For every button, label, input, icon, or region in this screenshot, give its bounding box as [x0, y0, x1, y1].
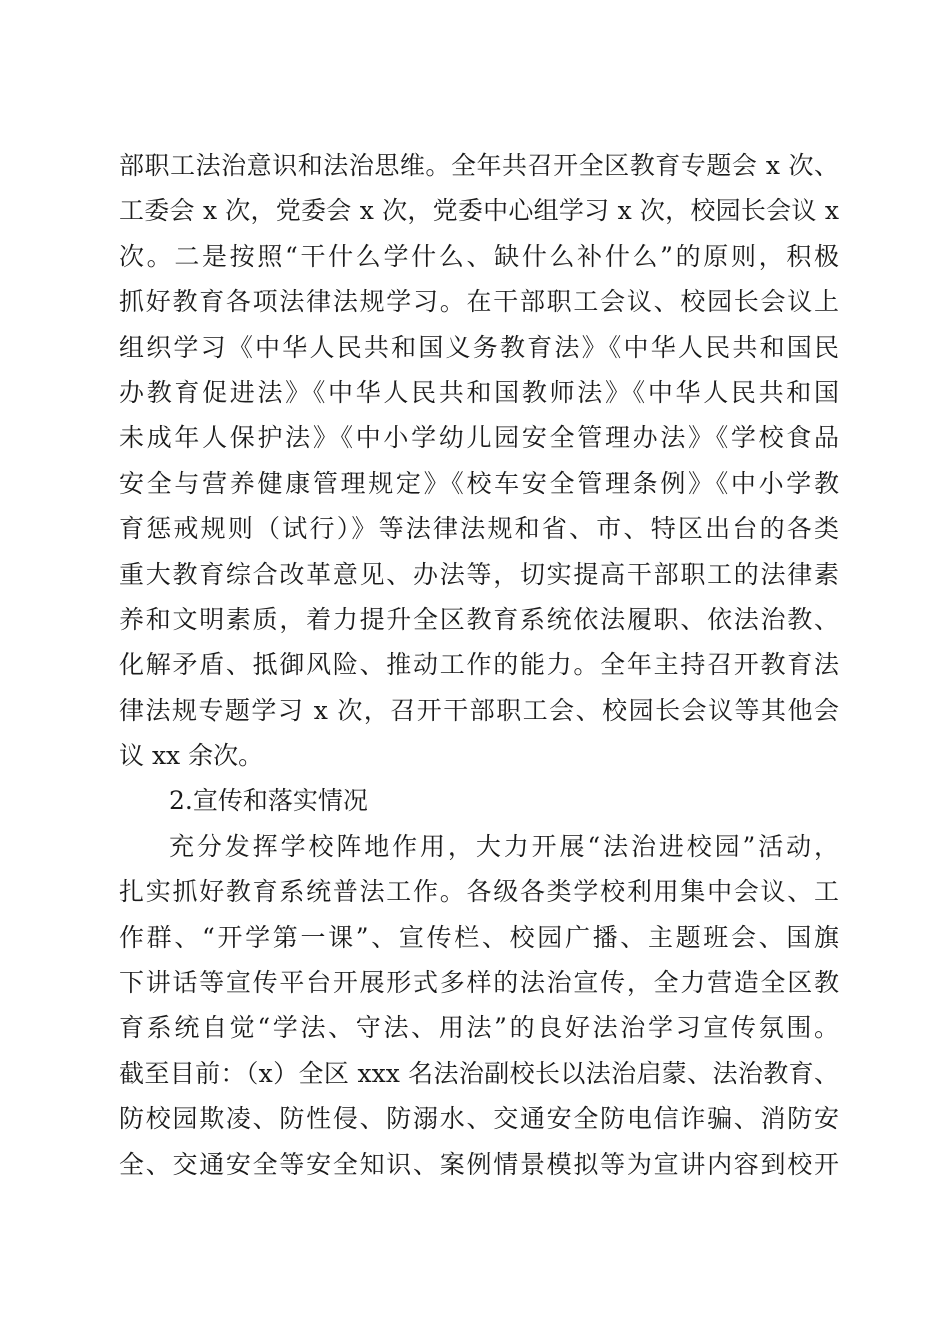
section-heading: 2.宣传和落实情况	[169, 786, 368, 816]
text-line: 育惩戒规则（试行）》等法律法规和省、市、特区出台的各类	[119, 514, 839, 544]
text-line: 未成年人保护法》《中小学幼儿园安全管理办法》《学校食品	[119, 423, 839, 453]
text-line: 安全与营养健康管理规定》《校车安全管理条例》《中小学教	[119, 468, 839, 498]
text-line: 充分发挥学校阵地作用，大力开展“法治进校园”活动，	[169, 831, 839, 861]
text-line: 组织学习《中华人民共和国义务教育法》《中华人民共和国民	[119, 332, 839, 362]
text-line: 重大教育综合改革意见、办法等，切实提高干部职工的法律素	[119, 559, 839, 589]
text-line: 办教育促进法》《中华人民共和国教师法》《中华人民共和国	[119, 377, 839, 407]
text-line: 作群、“开学第一课”、宣传栏、校园广播、主题班会、国旗	[119, 922, 839, 952]
text-line: 养和文明素质，着力提升全区教育系统依法履职、依法治教、	[119, 604, 839, 634]
text-line: 截至目前：（x）全区 xxx 名法治副校长以法治启蒙、法治教育、	[119, 1058, 839, 1088]
text-line: 部职工法治意识和法治思维。全年共召开全区教育专题会 x 次、	[119, 151, 839, 180]
text-line: 工委会 x 次，党委会 x 次，党委中心组学习 x 次，校园长会议 x	[119, 196, 839, 226]
text-line: 下讲话等宣传平台开展形式多样的法治宣传，全力营造全区教	[119, 968, 839, 998]
text-line: 次。二是按照“干什么学什么、缺什么补什么”的原则，积极	[119, 241, 839, 271]
text-line: 防校园欺凌、防性侵、防溺水、交通安全防电信诈骗、消防安	[119, 1104, 839, 1134]
text-line: 化解矛盾、抵御风险、推动工作的能力。全年主持召开教育法	[119, 650, 839, 680]
text-line: 全、交通安全等安全知识、案例情景模拟等为宣讲内容到校开	[119, 1149, 839, 1179]
text-line: 育系统自觉“学法、守法、用法”的良好法治学习宣传氛围。	[119, 1013, 839, 1043]
text-line: 抓好教育各项法律法规学习。在干部职工会议、校园长会议上	[119, 287, 839, 317]
text-line: 律法规专题学习 x 次，召开干部职工会、校园长会议等其他会	[119, 695, 839, 725]
text-line: 议 xx 余次。	[119, 741, 264, 771]
text-line: 扎实抓好教育系统普法工作。各级各类学校利用集中会议、工	[119, 877, 839, 907]
document-body	[119, 143, 839, 1187]
